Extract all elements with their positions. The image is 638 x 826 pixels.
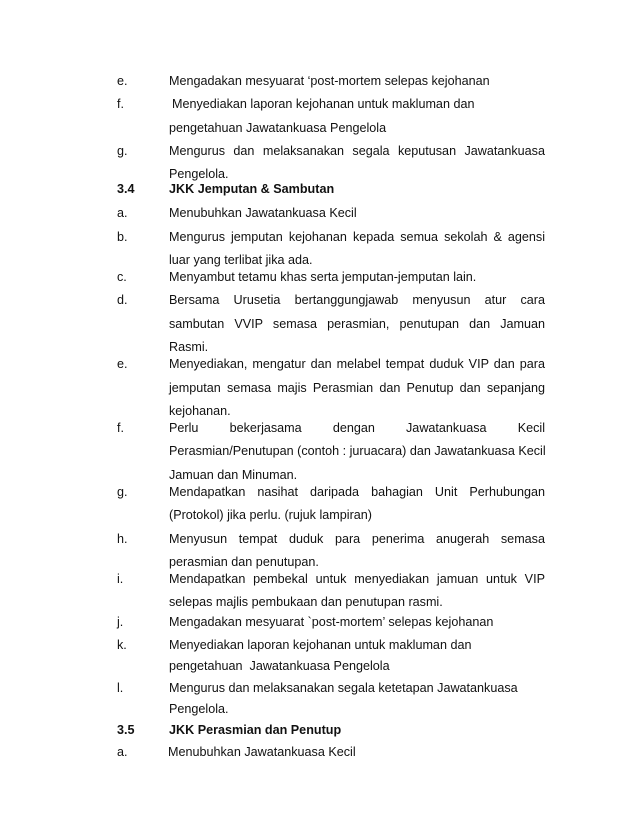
item-label: j. [117, 615, 124, 629]
item-line: (Protokol) jika perlu. (rujuk lampiran) [169, 508, 372, 522]
item-line: Mengadakan mesyuarat ‘post-mortem selepas kejohanan [169, 74, 490, 88]
section-title: JKK Jemputan & Sambutan [169, 182, 335, 196]
item-line: Perasmian/Penutupan (contoh : juruacara) dan Jawatankuasa Kecil [169, 444, 546, 458]
section-title: JKK Perasmian dan Penutup [169, 723, 342, 737]
item-line: selepas majlis pembukaan dan penutupan rasmi. [169, 595, 443, 609]
item-line: Mengadakan mesyuarat `post-mortem’ selepas kejohanan [169, 615, 494, 629]
item-label: g. [117, 485, 128, 499]
item-line: luar yang terlibat jika ada. [169, 253, 313, 267]
item-label: k. [117, 638, 127, 652]
item-line: Pengelola. [169, 167, 229, 181]
item-line: pengetahuan Jawatankuasa Pengelola [169, 121, 387, 135]
item-label: b. [117, 230, 128, 244]
item-label: c. [117, 270, 127, 284]
item-line: Mendapatkan nasihat daripada bahagian Unit Perhubungan [169, 485, 545, 499]
item-label: l. [117, 681, 124, 695]
item-line: jemputan semasa majis Perasmian dan Penutup dan sepanjang [169, 381, 545, 395]
item-line: Menyusun tempat duduk para penerima anugerah semasa [169, 532, 545, 546]
item-label: a. [117, 206, 128, 220]
item-line: Perlu bekerjasama dengan Jawatankuasa Kecil [169, 421, 545, 435]
item-line: Menyediakan laporan kejohanan untuk makluman dan [172, 97, 475, 111]
item-line: Pengelola. [169, 702, 229, 716]
section-number: 3.4 [117, 182, 135, 196]
item-line: Rasmi. [169, 340, 209, 354]
item-label: f. [117, 97, 124, 111]
item-line: Menyediakan laporan kejohanan untuk makluman dan [169, 638, 472, 652]
item-line: Mengurus dan melaksanakan segala keputusan Jawatankuasa [169, 144, 545, 158]
item-line: perasmian dan penutupan. [169, 555, 319, 569]
item-label: f. [117, 421, 124, 435]
item-line: pengetahuan Jawatankuasa Pengelola [169, 659, 390, 673]
item-label: h. [117, 532, 128, 546]
item-label: d. [117, 293, 128, 307]
item-line: Jamuan dan Minuman. [169, 468, 298, 482]
item-line: Menubuhkan Jawatankuasa Kecil [169, 206, 357, 220]
item-label: e. [117, 357, 128, 371]
section-number: 3.5 [117, 723, 135, 737]
item-label: g. [117, 144, 128, 158]
item-line: Mendapatkan pembekal untuk menyediakan jamuan untuk VIP [169, 572, 545, 586]
item-line: Menyambut tetamu khas serta jemputan-jemputan lain. [169, 270, 477, 284]
item-line: sambutan VVIP semasa perasmian, penutupan dan Jamuan [169, 317, 545, 331]
item-line: Menyediakan, mengatur dan melabel tempat duduk VIP dan para [169, 357, 545, 371]
item-label: a. [117, 745, 128, 759]
item-label: e. [117, 74, 128, 88]
item-line: Mengurus dan melaksanakan segala ketetapan Jawatankuasa [169, 681, 518, 695]
item-line: Mengurus jemputan kejohanan kepada semua sekolah & agensi [169, 230, 545, 244]
item-line: kejohanan. [169, 404, 231, 418]
item-line: Bersama Urusetia bertanggungjawab menyusun atur cara [169, 293, 545, 307]
item-label: i. [117, 572, 124, 586]
item-line: Menubuhkan Jawatankuasa Kecil [168, 745, 356, 759]
